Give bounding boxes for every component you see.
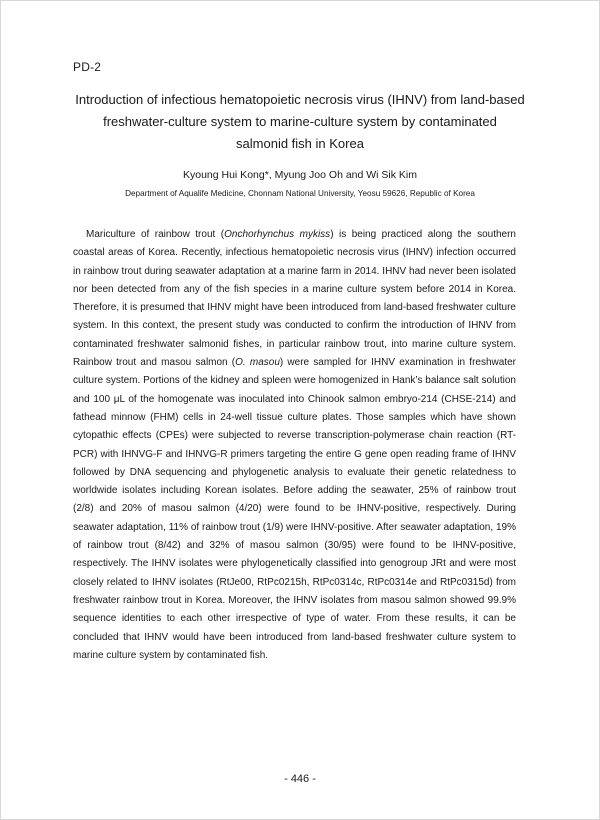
paper-title: [60, 89, 540, 155]
abstract-text: ) is being practiced along the southern coastal areas of Korea. Recently, infectious hematopoietic necrosis virus (IHNV) infection occurred in rainbow trout during seawater adaptation at a marine farm in 2014. IHNV had never been isolated nor been detected from any of the fish species in a marine culture system before 2014 in Korea. Therefore, it is presumed that IHNV might have been introduced from land-based freshwater culture system. In this context, the present study was conducted to confirm the introduction of IHNV from contaminated freshwater salmonid fishes, in particular rainbow trout, into marine culture system. Rainbow trout and masou salmon (: [73, 229, 516, 369]
species-name: O. masou: [235, 357, 280, 369]
abstract-text: ) were sampled for IHNV examination in freshwater culture system. Portions of the kidney and spleen were homogenized in Hank’s balance salt solution and 100 μL of the homogenate was inoculated into Chinook salmon embryo-214 (CHSE-214) and fathead minnow (FHM) cells in 24-well tissue culture plates. Those samples which have shown cytopathic effects (CPEs) were subjected to reverse transcription-polymerase chain reaction (RT-PCR) with IHNVG-F and IHNVG-R primers targeting the entire G gene open reading frame of IHNV followed by DNA sequencing and phylogenetic analysis to evaluate their genetic relatedness to worldwide isolates including Korean isolates. Before adding the seawater, 25% of rainbow trout (2/8) and 20% of masou salmon (4/20) were found to be IHNV-positive, respectively. During seawater adaptation, 11% of rainbow trout (1/9) were IHNV-positive. After seawater adaptation, 19% of rainbow trout (8/42) and 32% of masou salmon (30/95) were found to be IHNV-positive, respectively. The IHNV isolates were phylogenetically classified into genogroup JRt and were most closely related to IHNV isolates (RtJe00, RtPc0215h, RtPc0314c, RtPc0314e and RtPc0315d) from freshwater rainbow trout in Korea. Moreover, the IHNV isolates from masou salmon showed 99.9% sequence identities to each other irrespective of type of water. From these results, it can be concluded that IHNV would have been introduced from land-based freshwater culture system to marine culture system by contaminated fish.: [73, 357, 516, 661]
title-line: freshwater-culture system to marine-culture system by contaminated: [103, 114, 497, 129]
species-name: Onchorhynchus mykiss: [224, 229, 331, 240]
abstract-code: PD-2: [73, 60, 102, 74]
affiliation: Department of Aqualife Medicine, Chonnam National University, Yeosu 59626, Republic of Korea: [125, 189, 475, 198]
title-line: Introduction of infectious hematopoietic necrosis virus (IHNV) from land-based: [75, 92, 525, 107]
abstract-body: [73, 226, 516, 665]
title-line: salmonid fish in Korea: [236, 136, 364, 151]
authors: Kyoung Hui Kong*, Myung Joo Oh and Wi Sik Kim: [182, 169, 418, 181]
page-number: - 446 -: [284, 773, 316, 785]
abstract-text: Mariculture of rainbow trout (: [86, 229, 225, 240]
